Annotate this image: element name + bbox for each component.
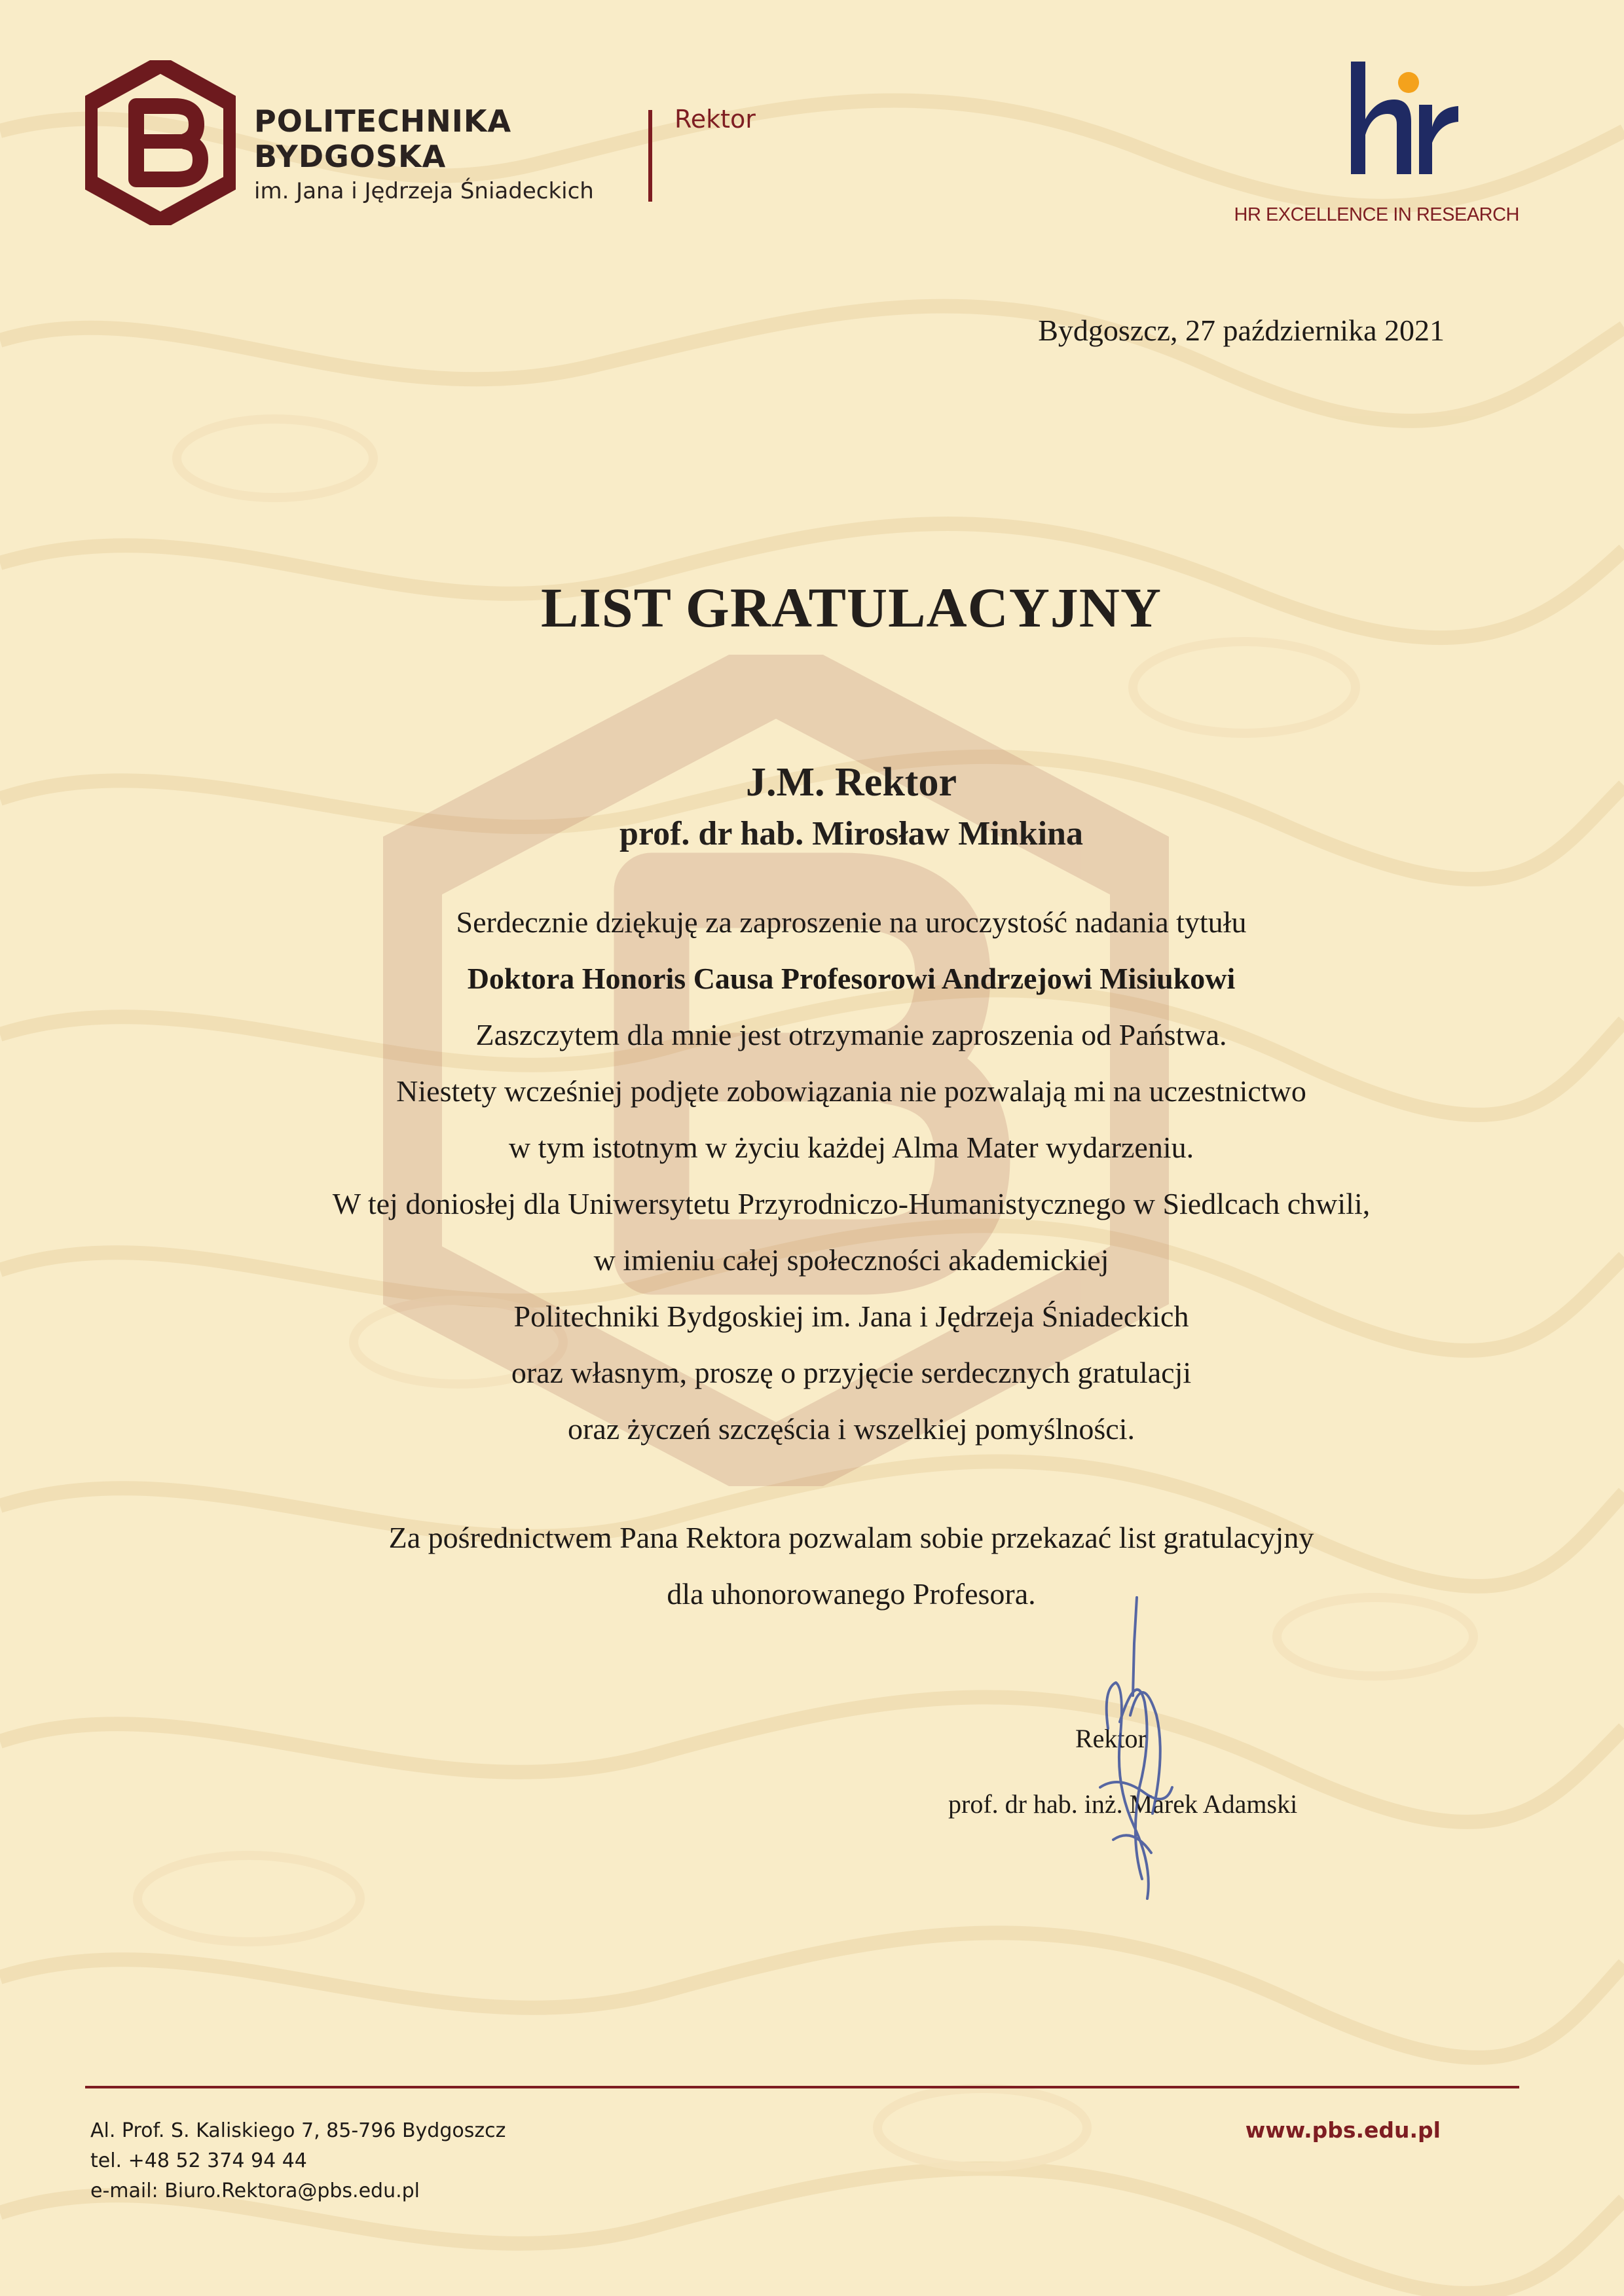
letter-line: Zaszczytem dla mnie jest otrzymanie zaproszenia od Państwa.: [475, 1018, 1227, 1051]
letter-line: oraz życzeń szczęścia i wszelkiej pomyślności.: [568, 1412, 1135, 1446]
hr-excellence-logo-icon: [1346, 59, 1464, 183]
letter-line: w imieniu całej społeczności akademickiej: [593, 1243, 1109, 1277]
recipient-name: prof. dr hab. Mirosław Minkina: [619, 815, 1083, 852]
footer-contact: [90, 2116, 506, 2206]
letter-line: Niestety wcześniej podjęte zobowiązania nie pozwalają mi na uczestnictwo: [396, 1074, 1306, 1108]
signature-icon: [1074, 1591, 1185, 1912]
footer-divider: [85, 2086, 1519, 2088]
letter-date: Bydgoszcz, 27 października 2021: [1038, 314, 1445, 347]
letter-line: W tej doniosłej dla Uniwersytetu Przyrodniczo-Humanistycznego w Siedlcach chwili,: [332, 1187, 1371, 1220]
footer-address: Al. Prof. S. Kaliskiego 7, 85-796 Bydgoszcz: [90, 2119, 506, 2142]
university-patrons: im. Jana i Jędrzeja Śniadeckich: [254, 178, 594, 204]
letter-line: w tym istotnym w życiu każdej Alma Mater wydarzeniu.: [508, 1131, 1194, 1164]
signatory-name: prof. dr hab. inż. Marek Adamski: [948, 1789, 1298, 1819]
university-name-line2: BYDGOSKA: [254, 139, 447, 174]
office-label: Rektor: [674, 105, 756, 134]
footer-email[interactable]: e-mail: Biuro.Rektora@pbs.edu.pl: [90, 2179, 420, 2202]
pbs-logo-icon: [85, 60, 236, 225]
header-divider: [648, 110, 652, 202]
letter-closing: [0, 1510, 1624, 1622]
footer-phone: tel. +48 52 374 94 44: [90, 2149, 307, 2172]
letter-line: Serdecznie dziękuję za zaproszenie na uroczystość nadania tytułu: [456, 905, 1247, 939]
university-name: [254, 103, 621, 206]
letter-line: oraz własnym, proszę o przyjęcie serdecznych gratulacji: [511, 1356, 1192, 1389]
letter-body: [0, 894, 1624, 1457]
footer-website-link[interactable]: www.pbs.edu.pl: [1245, 2117, 1441, 2143]
hr-excellence-caption: HR EXCELLENCE IN RESEARCH: [1234, 204, 1519, 225]
letter-line-honoree: Doktora Honoris Causa Profesorowi Andrzejowi Misiukowi: [467, 962, 1236, 995]
closing-line: Za pośrednictwem Pana Rektora pozwalam sobie przekazać list gratulacyjny: [388, 1521, 1314, 1554]
document-title: LIST GRATULACYJNY: [540, 576, 1162, 639]
signatory-title: Rektor: [1075, 1724, 1147, 1753]
university-name-line1: POLITECHNIKA: [254, 103, 512, 139]
closing-line: dla uhonorowanego Profesora.: [667, 1577, 1036, 1611]
letter-line: Politechniki Bydgoskiej im. Jana i Jędrzeja Śniadeckich: [513, 1300, 1189, 1333]
recipient-title: J.M. Rektor: [746, 760, 957, 805]
